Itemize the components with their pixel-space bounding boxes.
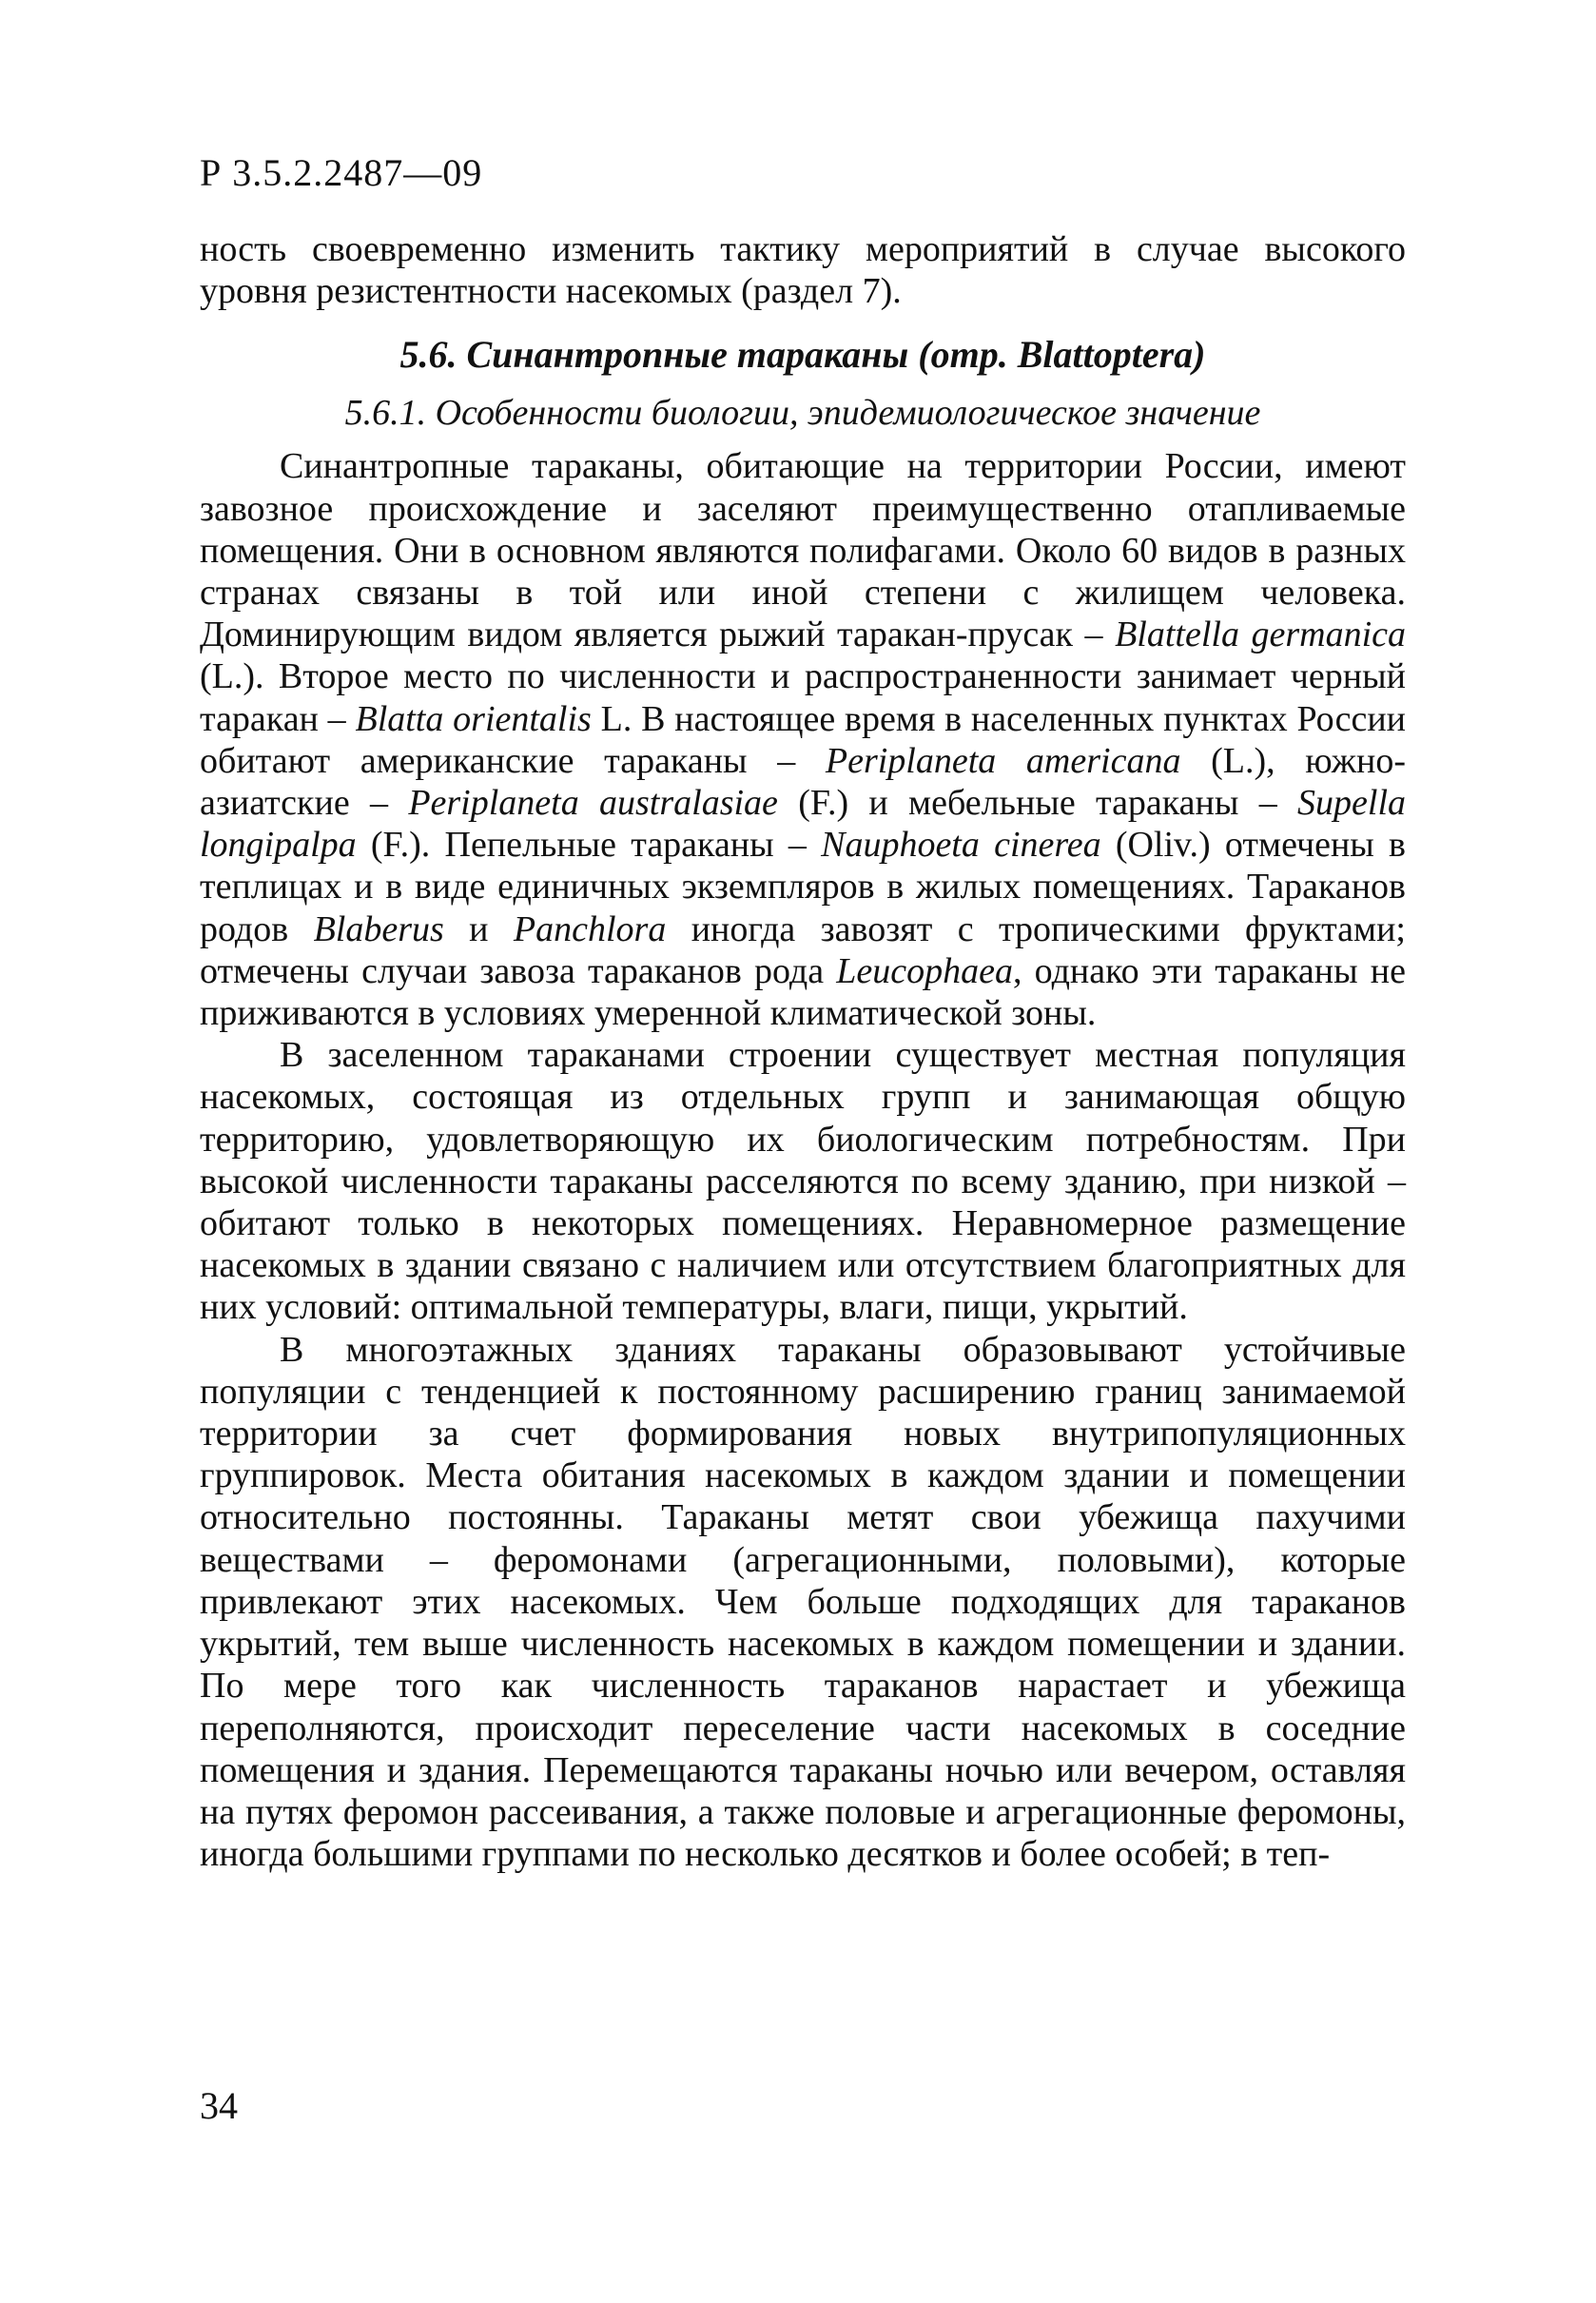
paragraph-buildings: В многоэтажных зданиях тараканы образовывают устойчивые популяции с тенденцией к постоянному расширению границ занимаемой территории за счет формирования новых внутрипопуляционных группировок. Места обитания насекомых в каждом здании и помещении относительно постоянны. Тараканы метят свои убежища пахучими веществами – феромонами (агрегационными, половыми), которые привлекают этих насекомых. Чем больше подходящих для тараканов укрытий, тем выше численность насекомых в каждом помещении и здании. По мере того как численность тараканов нарастает и убежища переполняются, происходит переселение части насекомых в соседние помещения и здания. Перемещаются тараканы ночью или вечером, оставляя на путях феромон рассеивания, а также половые и агрегационные феромоны, иногда большими группами по несколько десятков и более особей; в теп- — [200, 1329, 1406, 1875]
text-run: (F.) и мебельные тараканы – — [777, 783, 1298, 824]
text-run: иногда завозят с тропическими фруктами; отмечены случаи завоза тараканов рода — [200, 908, 1406, 991]
species-name: Periplaneta australasiae — [408, 783, 778, 824]
paragraph-continuation: ность своевременно изменить тактику мероприятий в случае высокого уровня резистентности насекомых (раздел 7). — [200, 229, 1406, 312]
text-run: (Oliv.) отмечены в теплицах и в виде единичных экземпляров в жилых помещениях. Тараканов родов — [200, 825, 1406, 949]
paragraph-species — [200, 445, 1406, 1034]
species-name: Periplaneta americana — [825, 740, 1181, 781]
text-run: (L.). Второе место по численности и распространенности занимает черный таракан – — [200, 656, 1406, 739]
species-name: Nauphoeta cinerea — [821, 825, 1101, 866]
text-run: , однако эти тараканы не приживаются в условиях умеренной климатической зоны. — [200, 950, 1407, 1034]
species-name: Blatta orientalis — [355, 698, 592, 739]
document-body — [200, 228, 1406, 1875]
paragraph-population: В заселенном тараканами строении существует местная популяция насекомых, состоящая из отдельных групп и занимающая общую территорию, удовлетворяющую их биологическим потребностям. При высокой численности тараканы расселяются по всему зданию, при низкой – обитают только в некоторых помещениях. Неравномерное размещение насекомых в здании связано с наличием или отсутствием благоприятных для них условий: оптимальной температуры, влаги, пищи, укрытий. — [200, 1035, 1406, 1328]
species-name: Blattella germanica — [1115, 615, 1407, 655]
section-heading: 5.6. Синантропные тараканы (отр. Blattoptera) — [399, 333, 1206, 377]
text-run: Синантропные тараканы, обитающие на территории России, имеют завозное происхождение и заселяют преимущественно отапливаемые помещения. Они в основном являются полифагами. Около 60 видов в разных странах связаны в той или иной степени с жилищем человека. Доминирующим видом является рыжий таракан-прусак – — [200, 446, 1406, 655]
text-run: (L.), южно-азиатские – — [200, 740, 1406, 824]
text-run: и — [443, 908, 514, 949]
text-run: (F.). Пепельные тараканы – — [356, 825, 822, 866]
document-code: Р 3.5.2.2487—09 — [200, 151, 483, 194]
subsection-heading: 5.6.1. Особенности биологии, эпидемиологическое значение — [344, 393, 1261, 434]
page-number: 34 — [200, 2084, 238, 2127]
genus-name: Blaberus — [313, 908, 444, 949]
text-run: L. В настоящее время в населенных пунктах России обитают американские тараканы – — [200, 698, 1406, 781]
species-name: Supella longipalpa — [200, 783, 1407, 866]
genus-name: Panchlora — [513, 908, 667, 949]
genus-name: Leucophaea — [836, 950, 1013, 991]
